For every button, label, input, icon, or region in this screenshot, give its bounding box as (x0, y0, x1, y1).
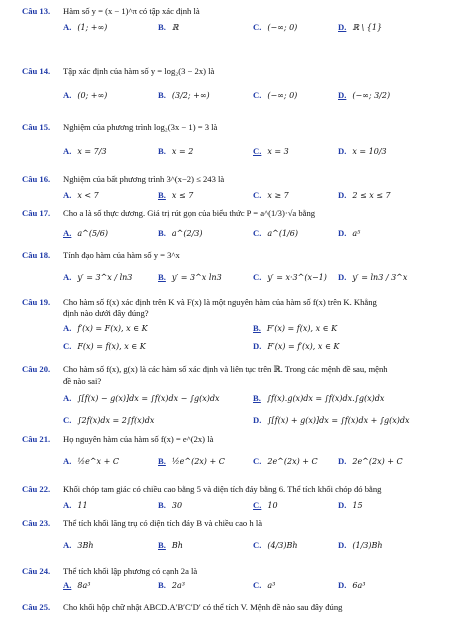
question (22, 518, 432, 554)
option: B. Bh (158, 540, 183, 550)
option: C. ∫2f(x)dx = 2∫f(x)dx (63, 415, 155, 425)
question (22, 6, 432, 36)
option: D. ∫[f(x) + g(x)]dx = ∫f(x)dx + ∫g(x)dx (253, 415, 410, 425)
option: C. (4/3)Bh (253, 540, 298, 550)
question-stem: Họ nguyên hàm của hàm số f(x) = e^(2x) là (63, 434, 214, 444)
option: C. F(x) = f(x), x ∈ K (63, 341, 146, 351)
option: A. ½e^x + C (63, 456, 119, 466)
question-number: Câu 18. (22, 250, 51, 260)
question (22, 566, 432, 594)
question-number: Câu 16. (22, 174, 51, 184)
option: B. 30 (158, 500, 183, 510)
option: B. F′(x) = f(x), x ∈ K (253, 323, 338, 333)
question-number: Câu 14. (22, 66, 51, 76)
option: C. 10 (253, 500, 278, 510)
option: A. y′ = 3^x / ln3 (63, 272, 133, 282)
question-stem: Cho hàm số f(x) xác định trên K và F(x) là một nguyên hàm của hàm số f(x) trên K. Khẳng (63, 297, 377, 307)
option: D. (−∞; 3/2) (338, 90, 391, 100)
option: A. 8a³ (63, 580, 91, 590)
question (22, 297, 432, 355)
option: A. x = 7/3 (63, 146, 107, 156)
option: D. 15 (338, 500, 363, 510)
question (22, 250, 432, 286)
option: D. (1/3)Bh (338, 540, 383, 550)
question-number: Câu 24. (22, 566, 51, 576)
option: C. x = 3 (253, 146, 289, 156)
question-stem: Cho hàm số f(x), g(x) là các hàm số xác định và liên tục trên ℝ. Trong các mệnh đề sau, mệnh (63, 364, 388, 374)
question (22, 122, 432, 160)
question (22, 434, 432, 470)
option: B. a^(2/3) (158, 228, 203, 238)
question-number: Câu 25. (22, 602, 51, 612)
question (22, 602, 432, 612)
option: B. x = 2 (158, 146, 194, 156)
option: C. a^(1/6) (253, 228, 298, 238)
question-stem: Cho a là số thực dương. Giá trị rút gọn của biểu thức P = a^(1/3)·√a bằng (63, 208, 316, 218)
option: C. (−∞; 0) (253, 22, 298, 32)
question-stem: Thể tích khối lăng trụ có diện tích đáy B và chiều cao h là (63, 518, 263, 528)
question-stem: Khối chóp tam giác có chiều cao bằng 5 và diện tích đáy bằng 6. Thể tích khối chóp đó bằng (63, 484, 382, 494)
option: A. x < 7 (63, 190, 99, 200)
question-number: Câu 19. (22, 297, 51, 307)
option: A. (0; +∞) (63, 90, 108, 100)
option: B. y′ = 3^x ln3 (158, 272, 222, 282)
option: D. ℝ \ {1} (338, 22, 383, 32)
option: A. 11 (63, 500, 88, 510)
question (22, 364, 432, 429)
option: A. a^(5/6) (63, 228, 108, 238)
option: A. f′(x) = F(x), x ∈ K (63, 323, 148, 333)
option: C. 2e^(2x) + C (253, 456, 318, 466)
question-number: Câu 13. (22, 6, 51, 16)
option: D. a⁵ (338, 228, 361, 238)
question-stem: Tập xác định của hàm số y = log₂(3 − 2x) là (63, 66, 215, 76)
question (22, 208, 432, 242)
option: B. 2a³ (158, 580, 185, 590)
option: D. 6a³ (338, 580, 366, 590)
option: D. 2 ≤ x ≤ 7 (338, 190, 391, 200)
question-number: Câu 15. (22, 122, 51, 132)
question-stem: Thể tích khối lập phương có cạnh 2a là (63, 566, 198, 576)
option: A. 3Bh (63, 540, 94, 550)
question-stem: Nghiệm của phương trình log₂(3x − 1) = 3 là (63, 122, 218, 132)
question (22, 66, 432, 104)
question-stem: Nghiệm của bất phương trình 3^(x−2) ≤ 243 là (63, 174, 225, 184)
option: D. x = 10/3 (338, 146, 387, 156)
question-number: Câu 21. (22, 434, 51, 444)
question-number: Câu 22. (22, 484, 51, 494)
question-stem: Tính đạo hàm của hàm số y = 3^x (63, 250, 180, 260)
question-stem: Cho khối hộp chữ nhật ABCD.A′B′C′D′ có thể tích V. Mệnh đề nào sau đây đúng (63, 602, 343, 612)
option: C. a³ (253, 580, 276, 590)
question-number: Câu 20. (22, 364, 51, 374)
question-number: Câu 17. (22, 208, 51, 218)
option: D. y′ = ln3 / 3^x (338, 272, 408, 282)
option: C. y′ = x·3^(x−1) (253, 272, 327, 282)
option: B. ∫f(x).g(x)dx = ∫f(x)dx.∫g(x)dx (253, 393, 385, 403)
option: B. (3/2; +∞) (158, 90, 210, 100)
question-stem-continued: đề nào sai? (63, 376, 102, 386)
question-stem-continued: định nào dưới đây đúng? (63, 308, 149, 318)
option: B. ½e^(2x) + C (158, 456, 225, 466)
question (22, 174, 432, 204)
question (22, 484, 432, 514)
option: B. ℝ (158, 22, 179, 32)
option: D. F′(x) = f′(x), x ∈ K (253, 341, 340, 351)
option: D. 2e^(2x) + C (338, 456, 403, 466)
option: C. x ≥ 7 (253, 190, 289, 200)
option: A. ∫[f(x) − g(x)]dx = ∫f(x)dx − ∫g(x)dx (63, 393, 220, 403)
option: C. (−∞; 0) (253, 90, 298, 100)
option: B. x ≤ 7 (158, 190, 194, 200)
option: A. (1; +∞) (63, 22, 108, 32)
question-number: Câu 23. (22, 518, 51, 528)
question-stem: Hàm số y = (x − 1)^π có tập xác định là (63, 6, 200, 16)
